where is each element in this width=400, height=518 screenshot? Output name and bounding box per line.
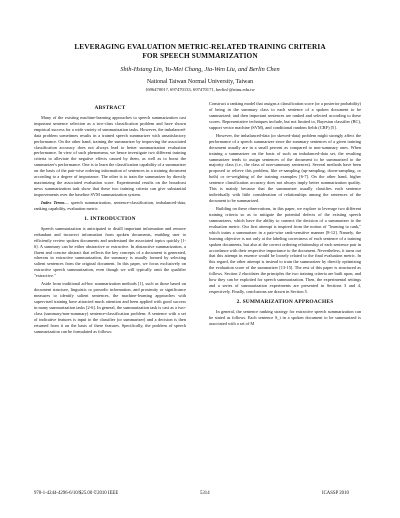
footer-isbn: 978-1-4244-4296-6/10/$25.00 ©2010 IEEE: [34, 491, 119, 496]
right-paragraph-1: Construct a ranking model that assigns a classification score (or a posterior probability) of being in the summary class to each sentence of a spoken document to be summarized; and then important sentences are ranked and selected according to these scores. Representative techniques include, but not limited to, Bayesian classifier (BC), support vector machine (SVM), and conditional random fields (CRF) [5].: [209, 101, 361, 130]
author-email: {69647001?, 697470133, 697470171, berlin}@ntnu.edu.tw: [145, 87, 255, 92]
index-terms-label: Index Terms: [41, 200, 65, 206]
intro-paragraph-2: Aside from traditional ad-hoc summarization methods [1], such as those based on document structure, linguistic or prosodic information, and proximity or significance measures to identify salient sentences, the machine-learning approaches with supervised training have attracted much attention and been applied with good success in many summarization tasks [2-6]. In general, the summarization task is cast as a two-class (summary/non-summary) sentence-classification problem: A sentence with a set of indicative features is input to the classifier (or summarizer) and a decision is then returned from it on the basis of these features. Specifically, the problem of speech summarization can be formulated as follows:: [34, 281, 186, 334]
right-paragraph-2: However, the imbalanced-data (or skewed-data) problem might strongly affect the performance of a speech summarizer since the summary sentences of a given training document usually are in a small percent as compared to non-summary ones. When training a summarizer on the basis of such an imbalanced-data set, the resulting summarizer tends to assign sentences of the document to be summarized to the majority class (i.e., the class of non-summary sentences). Several methods have been proposed to relieve this problem, like re-sampling (up-sampling, down-sampling, or both) or re-weighting of the training examples [6-7]. On the other hand, higher sentence classification accuracy does not always imply better summarization quality. This is mainly because that the summarizer usually classifies each sentence individually with little consideration of relationships among the sentences of the document to be summarized.: [209, 132, 361, 203]
abstract-text: Many of the existing machine-learning approaches to speech summarization cast important sentence selection as a two-class classification problem and have shown empirical success for a wide variety of summarization tasks. However, the imbalanced-data problem sometimes results in a trained speech summarizer with unsatisfactory performance. On the other hand, training the summarizer by improving the associated classification accuracy does not always lead to better summarization evaluation performance. In view of such phenomena, we hence investigate two different training criteria to alleviate the negative effects caused by them, as well as to boost the summarizer's performance. One is to learn the classification capability of a summarizer on the basis of the pair-wise ordering information of sentences in a training document according to a degree of importance. The other is to train the summarizer by directly maximizing the associated evaluation score. Experimental results on the broadcast news summarization task show that these two training criteria can give substantial improvements over the baseline SVM summarization system.: [34, 115, 186, 197]
right-column: [209, 101, 361, 329]
index-terms-text: — speech summarization, sentence-classification, imbalanced-data, ranking capability, evaluation metric: [34, 200, 186, 211]
paper-title: [40, 42, 360, 60]
title-line-1: LEVERAGING EVALUATION METRIC-RELATED TRAINING CRITERIA: [74, 42, 326, 51]
intro-heading: 1. INTRODUCTION: [84, 215, 136, 222]
section-2-paragraph: In general, the sentence ranking strategy for extractive speech summarization can be stated as follows. Each sentence S_i in a spoken document to be summarized is associated with a set of M: [209, 308, 361, 326]
index-terms: [34, 200, 186, 212]
abstract-heading: ABSTRACT: [94, 105, 126, 111]
affiliation: National Taiwan Normal University, Taiwan: [146, 79, 254, 85]
author-list: Shih-Hsiang Lin, Yu-Mei Chang, Jia-Wen Liu, and Berlin Chen: [120, 66, 280, 73]
title-line-2: FOR SPEECH SUMMARIZATION: [142, 51, 258, 61]
left-column: [34, 101, 186, 337]
section-2-heading: 2. SUMMARIZATION APPROACHES: [236, 298, 334, 305]
footer-page-number: 5314: [200, 491, 210, 496]
intro-paragraph-1: Speech summarization is anticipated to distill important information and remove redundant and incorrect information from spoken documents, enabling user to efficiently review spoken documents and understand the associated topics quickly [1-6]. A summary can be either abstractive or extractive. In abstractive summarization, a fluent and concise abstract that reflects the key concepts of a document is generated, whereas in extractive summarization, the summary is usually formed by selecting salient sentences from the original document. In this paper, we focus exclusively on extractive speech summarization, even though we will typically omit the qualifier "extractive.": [34, 225, 186, 279]
footer-conference: ICASSP 2010: [322, 491, 349, 496]
right-paragraph-3: Building on these observations, in this paper, we explore to leverage two different training criteria so as to mitigate the potential defects of the existing speech summarizers, which have the ability to connect the decision of a summarizer to the evaluation metric. Our first attempt is inspired from the notion of "learning to rank," which trains a summarizer in a pair-wise rank-sensitive manner [8-12]. Namely, the learning objective is not only at the labeling correctness of each sentence of a training spoken documents, but also at the correct ordering relationship of each sentence pair in accordance with their respective importance to the document. Nevertheless, it turns out that this attempt in essence would be loosely related to the final evaluation metric. In this regard, the other attempt is instead to train the summarizer by directly optimizing the evaluation score of the summarizer [13-15]. The rest of this paper is structured as follows. Section 2 elucidates the principles the two training criteria are built upon, and how they can be exploited for speech summarization. Then, the experimental settings and a series of summarization experiments are presented in Sections 3 and 4, respectively. Finally, conclusions are drawn in Section 5.: [209, 206, 361, 294]
